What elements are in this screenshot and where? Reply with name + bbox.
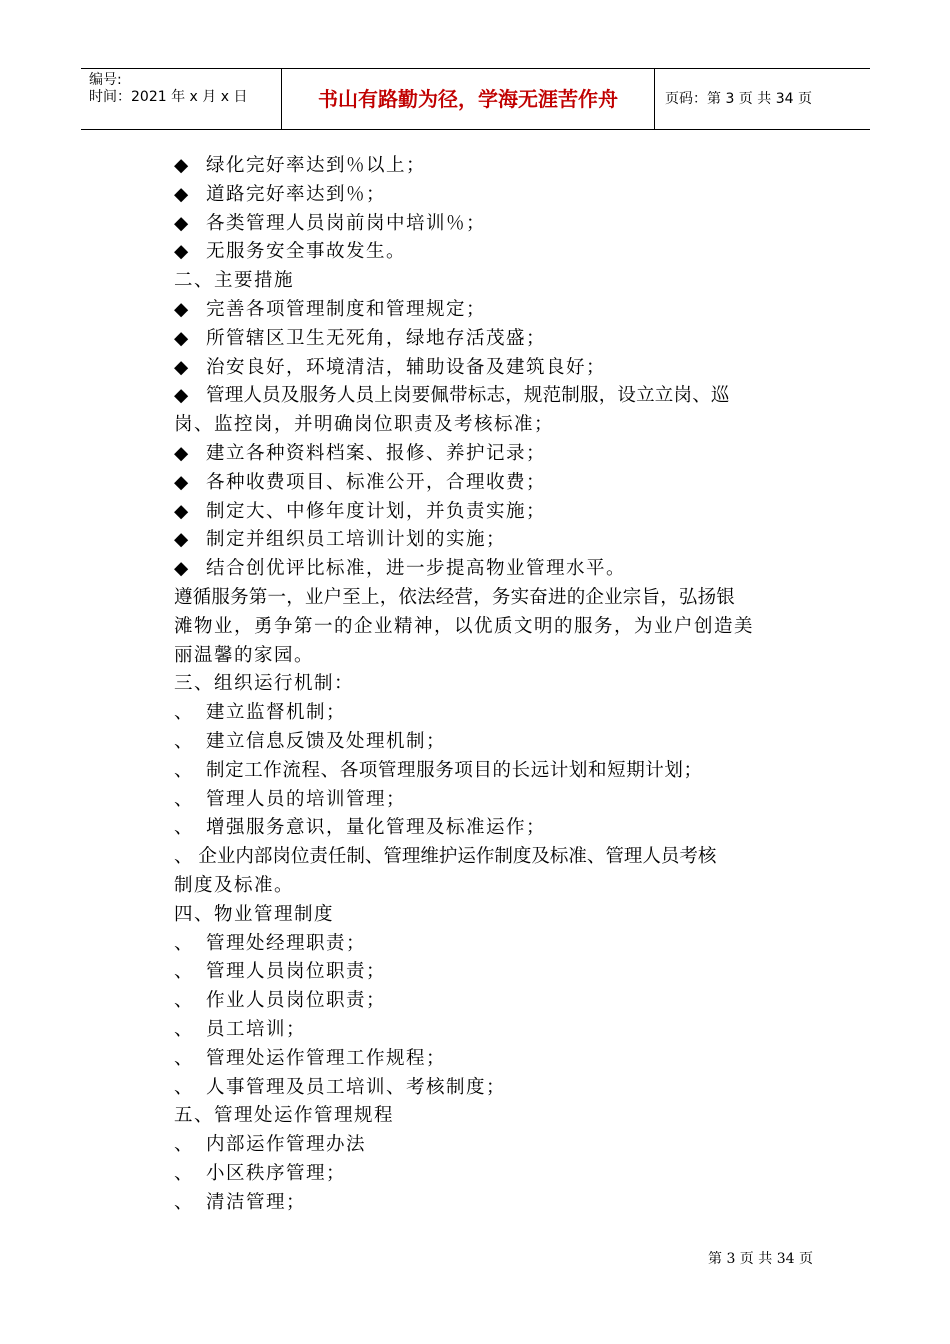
dun-mark: 、 xyxy=(174,1076,195,1098)
list-item-text: 制定大、中修年度计划，并负责实施； xyxy=(206,500,547,522)
document-code-label: 编号: xyxy=(89,72,122,88)
diamond-bullet-icon: ◆ xyxy=(174,298,190,320)
list-item xyxy=(174,930,814,959)
list-item xyxy=(174,325,814,354)
list-item xyxy=(174,354,814,383)
dun-mark: 、 xyxy=(174,702,195,724)
list-item xyxy=(174,1016,814,1045)
paragraph-line: 丽温馨的家园。 xyxy=(174,644,315,666)
list-item xyxy=(174,498,814,527)
page-footer: 第 3 页 共 34 页 xyxy=(708,1251,813,1267)
diamond-bullet-icon: ◆ xyxy=(174,183,190,205)
diamond-bullet-icon: ◆ xyxy=(174,442,190,464)
list-item-text: 管理处经理职责； xyxy=(206,932,367,954)
dun-mark: 、 xyxy=(174,759,194,781)
list-item-text: 各类管理人员岗前岗中培训％； xyxy=(206,212,487,234)
list-item xyxy=(174,238,814,267)
list-item xyxy=(174,181,814,210)
dun-mark: 、 xyxy=(174,932,195,954)
list-item-text: 管理处运作管理工作规程； xyxy=(206,1047,447,1069)
list-item-text: 建立信息反馈及处理机制； xyxy=(206,730,447,752)
header-page-cell xyxy=(655,69,870,129)
diamond-bullet-icon: ◆ xyxy=(174,155,190,176)
diamond-bullet-icon: ◆ xyxy=(174,241,190,263)
list-item xyxy=(174,958,814,987)
document-date: 时间：2021 年 x 月 x 日 xyxy=(89,89,248,105)
list-item-text: 清洁管理； xyxy=(206,1191,307,1213)
list-item xyxy=(174,1045,814,1074)
list-item xyxy=(174,440,814,469)
list-item-text: 管理人员及服务人员上岗要佩带标志，规范制服，设立立岗、巡 xyxy=(206,385,730,407)
paragraph-line: 滩物业，勇争第一的企业精神，以优质文明的服务，为业户创造美 xyxy=(174,615,755,637)
list-item xyxy=(174,987,814,1016)
paragraph-line: 制度及标准。 xyxy=(174,874,295,896)
list-item xyxy=(174,699,814,728)
paragraph-line: 遵循服务第一，业户至上，依法经营，务实奋进的企业宗旨，弘扬银 xyxy=(174,586,736,608)
list-item xyxy=(174,526,814,555)
dun-mark: 、 xyxy=(174,990,195,1012)
section-heading: 五、管理处运作管理规程 xyxy=(174,1105,395,1127)
section-heading: 二、主要措施 xyxy=(174,270,295,292)
document-header xyxy=(81,68,870,130)
list-item xyxy=(174,1131,814,1160)
paragraph-line: 、 企业内部岗位责任制、管理维护运作制度及标准、管理人员考核 xyxy=(174,846,717,868)
list-item-text: 内部运作管理办法 xyxy=(206,1134,367,1156)
dun-mark: 、 xyxy=(174,1047,195,1069)
list-item xyxy=(174,757,814,786)
list-item-text: 所管辖区卫生无死角，绿地存活茂盛； xyxy=(206,327,547,349)
list-item-text: 结合创优评比标准，进一步提高物业管理水平。 xyxy=(206,558,627,580)
dun-mark: 、 xyxy=(174,1018,195,1040)
list-item-text: 制定并组织员工培训计划的实施； xyxy=(206,529,507,551)
header-motto-cell xyxy=(282,69,655,129)
list-item-text: 治安良好，环境清洁，辅助设备及建筑良好； xyxy=(206,356,607,378)
list-item-text: 建立各种资料档案、报修、养护记录； xyxy=(206,442,547,464)
list-item xyxy=(174,210,814,239)
section-heading: 四、物业管理制度 xyxy=(174,903,335,925)
list-item-text: 完善各项管理制度和管理规定； xyxy=(206,298,487,320)
dun-mark: 、 xyxy=(174,1162,195,1184)
diamond-bullet-icon: ◆ xyxy=(174,500,190,522)
list-item-text: 绿化完好率达到％以上； xyxy=(206,155,427,176)
diamond-bullet-icon: ◆ xyxy=(174,212,190,234)
list-item-text: 管理人员的培训管理； xyxy=(206,788,407,810)
list-item xyxy=(174,814,814,843)
diamond-bullet-icon: ◆ xyxy=(174,471,190,493)
list-item xyxy=(174,382,814,411)
list-item-text: 建立监督机制； xyxy=(206,702,347,724)
section-heading: 三、组织运行机制： xyxy=(174,673,355,695)
diamond-bullet-icon: ◆ xyxy=(174,327,190,349)
list-item-text: 管理人员岗位职责； xyxy=(206,961,387,983)
dun-mark: 、 xyxy=(174,1134,195,1156)
list-item xyxy=(174,1189,814,1218)
list-item-text: 增强服务意识，量化管理及标准运作； xyxy=(206,817,547,839)
list-item xyxy=(174,1074,814,1103)
dun-mark: 、 xyxy=(174,961,195,983)
list-item-text: 制定工作流程、各项管理服务项目的长远计划和短期计划； xyxy=(206,759,703,781)
dun-mark: 、 xyxy=(174,817,195,839)
list-item xyxy=(174,296,814,325)
header-page-info: 页码：第 3 页 共 34 页 xyxy=(665,91,812,107)
list-item-text: 各种收费项目、标准公开，合理收费； xyxy=(206,471,547,493)
list-item-text: 无服务安全事故发生。 xyxy=(206,241,407,263)
list-item-text: 小区秩序管理； xyxy=(206,1162,347,1184)
diamond-bullet-icon: ◆ xyxy=(174,385,189,407)
list-item xyxy=(174,469,814,498)
header-motto: 书山有路勤为径，学海无涯苦作舟 xyxy=(318,87,618,111)
document-body xyxy=(174,152,814,1217)
header-info-cell xyxy=(81,69,282,129)
list-item xyxy=(174,786,814,815)
diamond-bullet-icon: ◆ xyxy=(174,529,190,551)
list-item-text: 作业人员岗位职责； xyxy=(206,990,387,1012)
diamond-bullet-icon: ◆ xyxy=(174,356,190,378)
list-item-text: 道路完好率达到％； xyxy=(206,183,387,205)
list-item-text: 人事管理及员工培训、考核制度； xyxy=(206,1076,507,1098)
list-item-text: 员工培训； xyxy=(206,1018,307,1040)
list-item xyxy=(174,555,814,584)
diamond-bullet-icon: ◆ xyxy=(174,558,190,580)
dun-mark: 、 xyxy=(174,788,195,810)
dun-mark: 、 xyxy=(174,730,195,752)
list-item xyxy=(174,728,814,757)
list-item-continuation: 岗、监控岗，并明确岗位职责及考核标准； xyxy=(174,414,555,436)
list-item xyxy=(174,1160,814,1189)
list-item xyxy=(174,152,814,181)
dun-mark: 、 xyxy=(174,1191,195,1213)
